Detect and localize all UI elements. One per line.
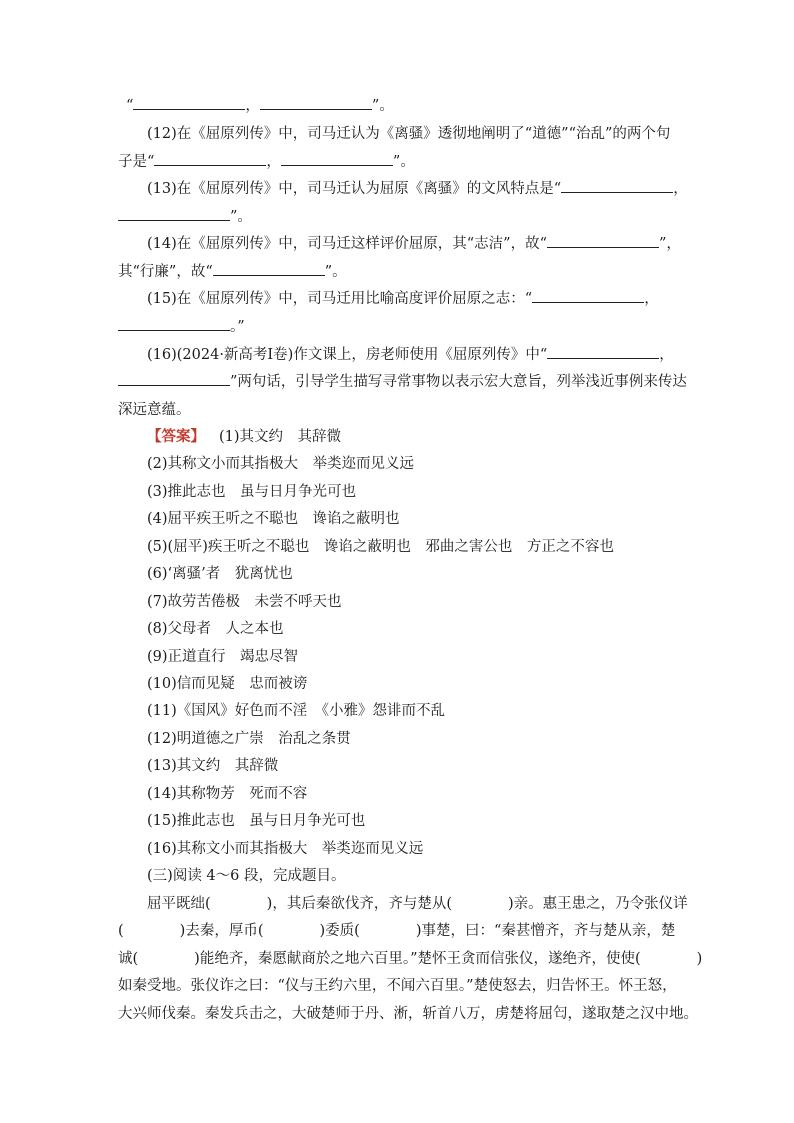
answer-item: (1)其文约 其辞微 [219, 429, 342, 445]
passage-text: )委质( [319, 923, 360, 939]
comma: ， [659, 347, 674, 363]
blank-field[interactable] [281, 149, 393, 166]
blank-field[interactable] [118, 369, 230, 386]
blank-field[interactable] [547, 231, 659, 248]
answer-item: (15)推此志也 虽与日月争光可也 [147, 813, 366, 829]
comma: ， [644, 291, 659, 307]
answer-item: (14)其称物芳 死而不容 [147, 786, 308, 802]
passage-line-4: 如秦受地。张仪诈之曰：“仪与王约六里，不闻六百里。”楚使怒去，归告怀王。怀王怒， [118, 978, 677, 994]
blank-field[interactable] [118, 204, 230, 221]
q11-tail-line [126, 92, 394, 120]
close-quote: 。” [230, 319, 245, 335]
q12-prefix: 子是“ [118, 154, 155, 170]
close-quote: ”， [659, 236, 681, 252]
passage-text: ) [696, 951, 703, 967]
q14-prefix2: 其“行廉”，故“ [118, 264, 213, 280]
q15-line2 [118, 313, 245, 341]
comma: ， [266, 154, 281, 170]
answer-item: (16)其称文小而其指极大 举类迩而见义远 [147, 841, 424, 857]
answer-item: (13)其文约 其辞微 [147, 758, 279, 774]
close-quote: ”。 [392, 154, 415, 170]
blank-field[interactable] [133, 93, 245, 110]
blank-field[interactable] [260, 93, 372, 110]
passage-text: 屈平既绌( [147, 896, 211, 912]
q16-line2 [118, 368, 687, 396]
q12-line1: (12)在《屈原列传》中，司马迁认为《离骚》透彻地阐明了“道德”“治乱”的两个句 [147, 126, 671, 142]
passage-text: 诚( [118, 951, 139, 967]
q12-line2 [118, 148, 415, 176]
q16-suffix: ”两句话，引导学生描写寻常事物以表示宏大意旨，列举浅近事例来传达 [230, 374, 687, 390]
answer-tag: 【答案】 [147, 428, 205, 445]
passage-line-5: 大兴师伐秦。秦发兵击之，大破楚师于丹、淅，斩首八万，虏楚将屈匄，遂取楚之汉中地。 [118, 1006, 698, 1022]
blank-field[interactable] [118, 314, 230, 331]
passage-line-2 [118, 917, 675, 945]
passage-text: )去秦，厚币( [179, 923, 264, 939]
q16-line1 [147, 341, 674, 369]
answer-item: (12)明道德之广崇 治乱之条贯 [147, 731, 351, 747]
answer-item: (8)父母者 人之本也 [147, 621, 284, 637]
open-quote: “ [126, 98, 134, 114]
q13-line1 [147, 175, 688, 203]
q13-line2 [118, 203, 252, 231]
answer-line-1 [147, 423, 341, 451]
blank-field[interactable] [532, 286, 644, 303]
blank-field[interactable] [213, 259, 325, 276]
answer-item: (4)屈平疾王听之不聪也 谗谄之蔽明也 [147, 511, 400, 527]
blank-field[interactable] [547, 342, 659, 359]
close-quote: ”。 [371, 98, 394, 114]
close-quote: ”。 [230, 209, 252, 225]
passage-text: ( [118, 923, 124, 939]
q16-prefix: (16)(2024·新高考Ⅰ卷)作文课上，房老师使用《屈原列传》中“ [147, 347, 548, 363]
blank-field[interactable] [154, 149, 266, 166]
q14-line2 [118, 258, 347, 286]
answer-item: (3)推此志也 虽与日月争光可也 [147, 484, 357, 500]
blank-field[interactable] [561, 176, 673, 193]
close-quote: ”。 [324, 264, 347, 280]
comma: ， [245, 98, 260, 114]
answer-item: (5)(屈平)疾王听之不聪也 谗谄之蔽明也 邪曲之害公也 方正之不容也 [147, 539, 614, 555]
q15-prefix: (15)在《屈原列传》中，司马迁用比喻高度评价屈原之志：“ [147, 291, 533, 307]
passage-text: )事楚，曰：“秦甚憎齐，齐与楚从亲，楚 [415, 923, 676, 939]
comma: ， [673, 181, 688, 197]
q15-line1 [147, 285, 659, 313]
answer-item: (9)正道直行 竭忠尽智 [147, 649, 299, 665]
section-heading: (三)阅读 4～6 段，完成题目。 [147, 868, 346, 884]
q13-prefix: (13)在《屈原列传》中，司马迁认为屈原《离骚》的文风特点是“ [147, 181, 562, 197]
answer-item: (2)其称文小而其指极大 举类迩而见义远 [147, 456, 415, 472]
passage-text: )，其后秦欲伐齐，齐与楚从( [266, 896, 452, 912]
passage-line-1 [147, 890, 688, 918]
passage-line-3 [118, 945, 702, 973]
passage-text: )能绝齐，秦愿献商於之地六百里。”楚怀王贪而信张仪，遂绝齐，使使( [194, 951, 641, 967]
q14-prefix: (14)在《屈原列传》中，司马迁这样评价屈原，其“志洁”，故“ [147, 236, 548, 252]
passage-text: )亲。惠王患之，乃令张仪详 [508, 896, 688, 912]
answer-item: (6)‘离骚’者 犹离忧也 [147, 566, 293, 582]
q16-line3: 深远意蕴。 [118, 402, 191, 418]
answer-item: (10)信而见疑 忠而被谤 [147, 676, 308, 692]
q14-line1 [147, 230, 681, 258]
answer-item: (11)《国风》好色而不淫 《小雅》怨诽而不乱 [147, 703, 446, 719]
answer-item: (7)故劳苦倦极 未尝不呼天也 [147, 594, 342, 610]
